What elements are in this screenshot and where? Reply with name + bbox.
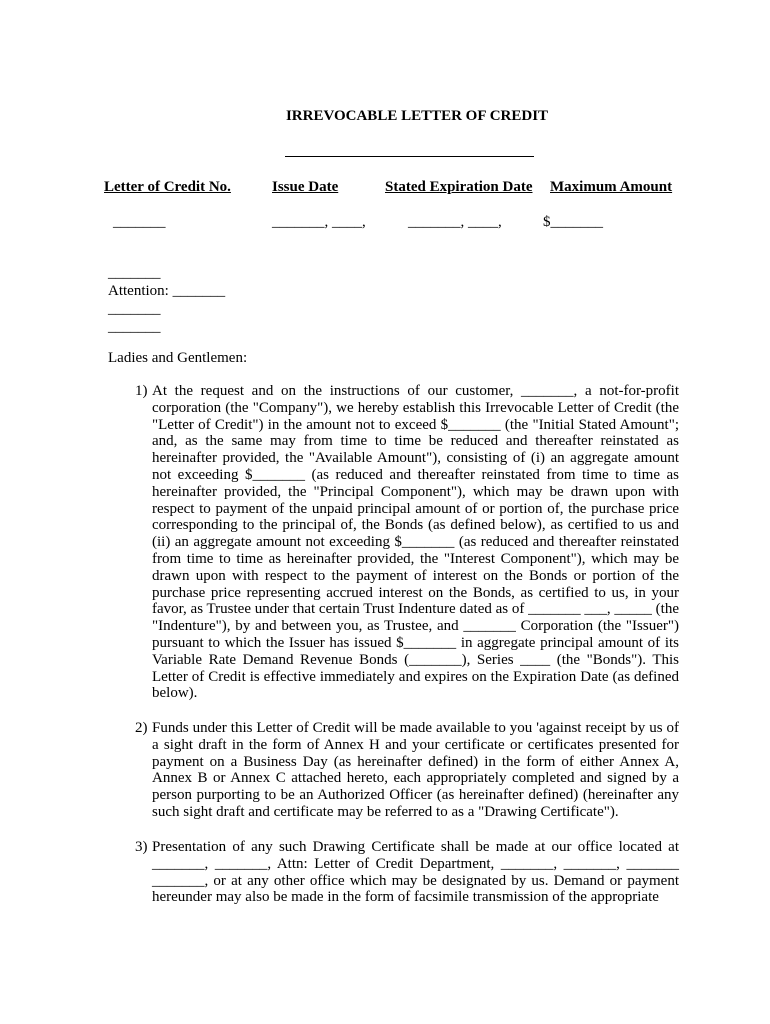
paragraph-3-text: Presentation of any such Drawing Certificate shall be made at our office located at _______, _______, Attn: Letter of Credit Department, _______, _______, _______ _______, or at any other office which may be designated by us. Demand or payment hereunder may also be made in the form of facsimile transmission of the appropriate: [152, 839, 679, 906]
value-letter-no: _______: [113, 214, 166, 230]
address-line-1: _______: [108, 265, 161, 281]
paragraph-1-number: 1): [135, 383, 148, 399]
salutation: Ladies and Gentlemen:: [108, 350, 248, 366]
header-max-amount: Maximum Amount: [550, 179, 673, 195]
header-expiration-date: Stated Expiration Date: [385, 179, 533, 195]
paragraph-3-number: 3): [135, 839, 148, 855]
header-issue-date: Issue Date: [272, 179, 339, 195]
address-attention: Attention: _______: [108, 283, 226, 299]
value-issue-date: _______, ____,: [272, 214, 366, 230]
value-max-amount: $_______: [543, 214, 603, 230]
address-line-3: _______: [108, 301, 161, 317]
paragraph-2-text: Funds under this Letter of Credit will be made available to you 'against receipt by us of a sight draft in the form of Annex H and your certificate or certificates presented for payment on a Business Day (as hereinafter defined) in the form of either Annex A, Annex B or Annex C attached hereto, each appropriately completed and signed by a person purporting to be an Authorized Officer (as hereinafter defined) (hereinafter any such sight draft and certificate may be referred to as a "Drawing Certificate").: [152, 720, 679, 820]
value-expiration-date: _______, ____,: [408, 214, 502, 230]
title-underline: [285, 156, 534, 157]
paragraph-1-text: At the request and on the instructions of our customer, _______, a not-for-profit corporation (the "Company"), we hereby establish this Irrevocable Letter of Credit (the "Letter of Credit") in the amount not to exceed $_______ (the "Initial Stated Amount"; and, as the same may from time to time be reduced and thereafter reinstated as hereinafter provided, the "Available Amount"), consisting of (i) an aggregate amount not exceeding $_______ (as reduced and thereafter reinstated from time to time as hereinafter provided, the "Principal Component"), which may be drawn upon with respect to payment of the unpaid principal amount of or portion of, the purchase price corresponding to the principal of, the Bonds (as defined below), as certified to us and (ii) an aggregate amount not exceeding $_______ (as reduced and thereafter reinstated from time to time as hereinafter provided, the "Interest Component"), which may be drawn upon with respect to the payment of interest on the Bonds or portion of the purchase price representing accrued interest on the Bonds, as certified to us, in your favor, as Trustee under that certain Trust Indenture dated as of _______ ___, _____ (the "Indenture"), by and between you, as Trustee, and _______ Corporation (the "Issuer") pursuant to which the Issuer has issued $_______ in aggregate principal amount of its Variable Rate Demand Revenue Bonds (_______), Series ____ (the "Bonds"). This Letter of Credit is effective immediately and expires on the Expiration Date (as defined below).: [152, 383, 679, 702]
address-line-4: _______: [108, 319, 161, 335]
paragraph-2-number: 2): [135, 720, 148, 736]
document-title: IRREVOCABLE LETTER OF CREDIT: [285, 108, 549, 124]
header-letter-no: Letter of Credit No.: [104, 179, 231, 195]
